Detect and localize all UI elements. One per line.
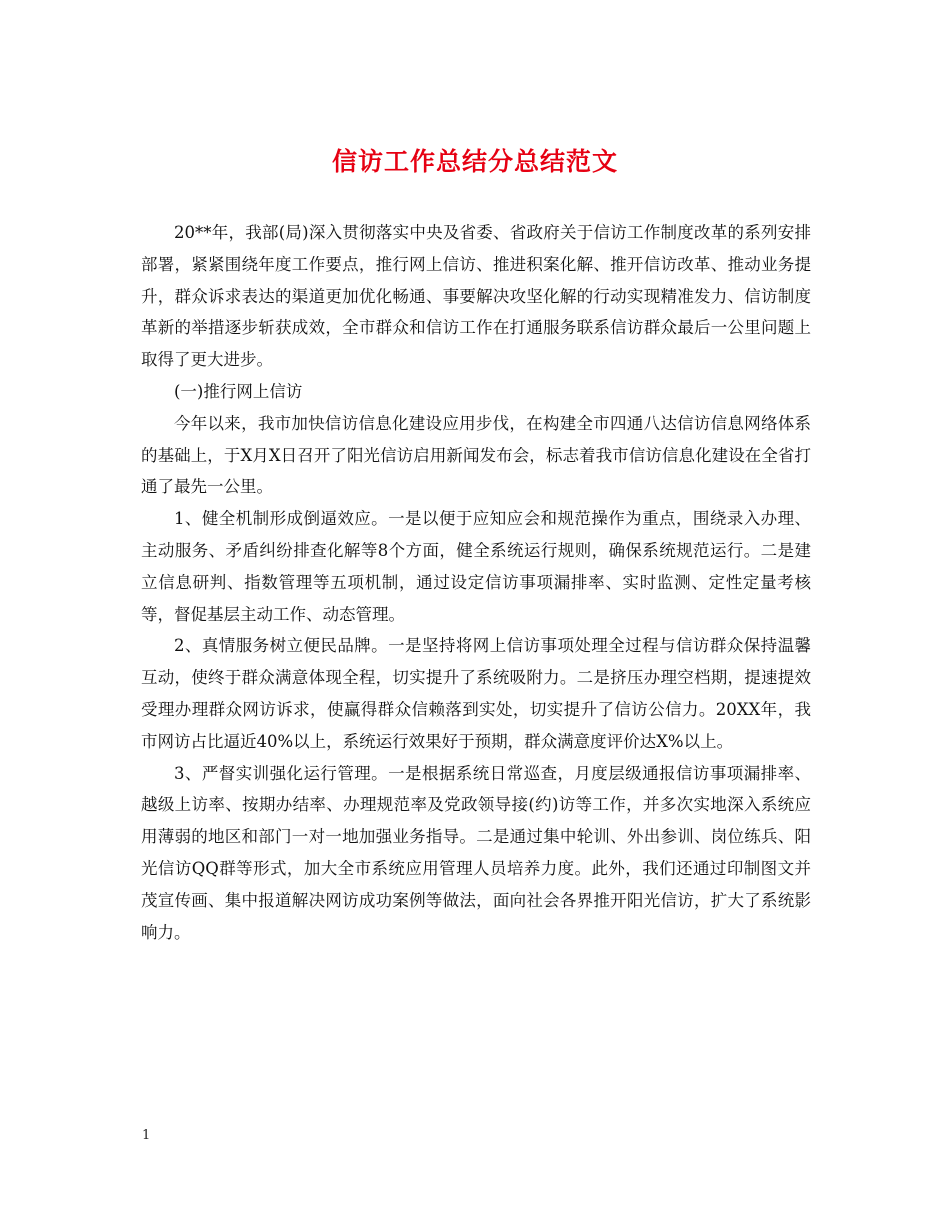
document-body — [141, 217, 811, 948]
paragraph-item-2: 2、真情服务树立便民品牌。一是坚持将网上信访事项处理全过程与信访群众保持温馨互动，使终于群众满意体现全程，切实提升了系统吸附力。二是挤压办理空档期，提速提效受理办理群众网访诉求，使赢得群众信赖落到实处，切实提升了信访公信力。20XX年，我市网访占比逼近40%以上，系统运行效果好于预期，群众满意度评价达X%以上。 — [141, 636, 811, 751]
paragraph-section-intro: 今年以来，我市加快信访信息化建设应用步伐，在构建全市四通八达信访信息网络体系的基础上，于X月X日召开了阳光信访启用新闻发布会，标志着我市信访信息化建设在全省打通了最先一公里。 — [141, 413, 811, 497]
document-title: 信访工作总结分总结范文 — [331, 147, 618, 176]
paragraph-item-1: 1、健全机制形成倒逼效应。一是以便于应知应会和规范操作为重点，围绕录入办理、主动服务、矛盾纠纷排查化解等8个方面，健全系统运行规则，确保系统规范运行。二是建立信息研判、指数管理等五项机制，通过设定信访事项漏排率、实时监测、定性定量考核等，督促基层主动工作、动态管理。 — [141, 509, 811, 624]
paragraph-intro: 20**年，我部(局)深入贯彻落实中央及省委、省政府关于信访工作制度改革的系列安排部署，紧紧围绕年度工作要点，推行网上信访、推进积案化解、推开信访改革、推动业务提升，群众诉求表达的渠道更加优化畅通、事要解决攻坚化解的行动实现精准发力、信访制度革新的举措逐步斩获成效，全市群众和信访工作在打通服务联系信访群众最后一公里问题上取得了更大进步。 — [141, 223, 811, 370]
section-heading: (一)推行网上信访 — [174, 381, 303, 401]
paragraph-item-3: 3、严督实训强化运行管理。一是根据系统日常巡查，月度层级通报信访事项漏排率、越级上访率、按期办结率、办理规范率及党政领导接(约)访等工作，并多次实地深入系统应用薄弱的地区和部门一对一地加强业务指导。二是通过集中轮训、外出参训、岗位练兵、阳光信访QQ群等形式，加大全市系统应用管理人员培养力度。此外，我们还通过印制图文并茂宣传画、集中报道解决网访成功案例等做法，面向社会各界推开阳光信访，扩大了系统影响力。 — [141, 763, 811, 942]
page-number: 1 — [142, 1128, 151, 1143]
